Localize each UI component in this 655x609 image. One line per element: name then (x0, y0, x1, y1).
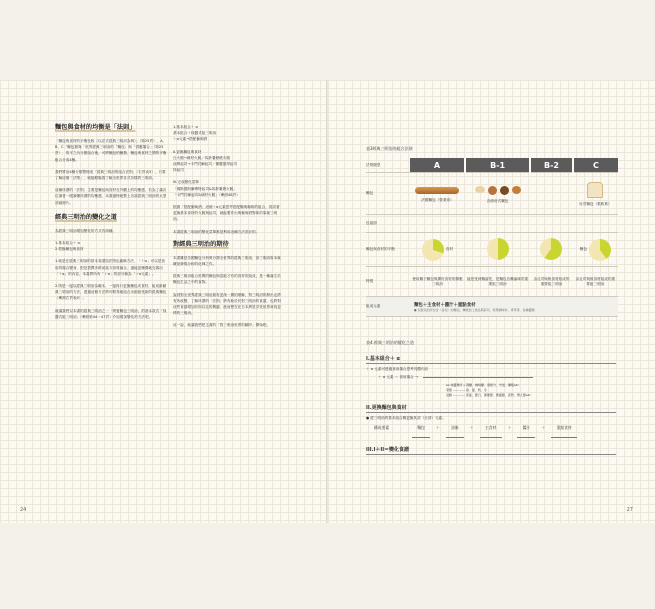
paragraph: 就讓我們以本書的經典三明治之一「烤夏麵包三明治」的基本款式「抹醬式組三明治」（參照第44～47頁）介紹增加變化的方法吧。 (55, 308, 167, 319)
block-line: 白火腿→燻材火腿／馬鈴薯煙燒火腿 (173, 155, 230, 160)
example-line: 季節 ———— 春、夏、秋、冬 (446, 388, 487, 392)
empty-cell (573, 215, 618, 233)
block-line: II.更換麵包與食材 (173, 149, 202, 154)
rolls-image (465, 186, 530, 195)
section-1-equation (378, 375, 616, 380)
paragraph: 我們將這4種分類整理成「經典三明治的組合法則」（右頁表3）。只要了解這個「法則」，就能輕鬆看了解全世界各式各樣的三明治。 (55, 169, 166, 181)
element-text: 油脂 (451, 425, 459, 430)
section-2-title: II.更換麵包與食材 (366, 404, 616, 413)
empty-cell (530, 215, 573, 233)
left-column-1 (55, 124, 167, 326)
balance-cell-a (410, 233, 465, 267)
pie-label: 麵包 (579, 247, 587, 251)
bread-name: 各廚房式麵包 (486, 198, 509, 203)
table4-caption: 表4.經典三明治的變化之道 (366, 340, 414, 345)
element-text: 醬汁 (522, 425, 531, 430)
section-2-bullet: ● 經三明治的基本組合概更換其部（全部）元素。 (366, 416, 446, 420)
paragraph: 2.則是一邊以經典三明治為範本，一邊再行更換麵包或食材，組成新穎典三明治的方法，透過這個方法將可輕易地組合出創意受新的經典麵包（參照右頁表4）。 (55, 284, 167, 301)
example-block-3 (173, 179, 283, 198)
element-item (480, 425, 502, 438)
balance-cell-b2 (530, 233, 573, 267)
section-1-bullet: ＋ α 元素可透過食用場合思考具體內容 (366, 367, 429, 371)
feature-cell: 使用麵子麵包與廣份食材的優雅三明治 (410, 267, 465, 297)
balance-pie-chart (422, 239, 444, 261)
page-number-left: 24 (20, 507, 27, 513)
block-line: 「佛斯德阿爾博特起司&馬鈴薯燒火腿」 (173, 186, 237, 191)
block-line: 1.基本組合＋ α (173, 125, 198, 129)
composition-cell (410, 297, 618, 317)
toast-image (587, 182, 603, 198)
type-a-header: A (410, 158, 465, 173)
paragraph: 1.就是在經典三明治的基本食譜加法則也確稱方法，「＋α」可以是食用的場合變身，把是搭擇多路前當今食材融合，還能更擁費地完義出「＋α」的內容，本書將所有「＋α」的部分稱為「＋α元素」。 (55, 259, 166, 276)
feature-cell: 由社司與般食材組成的重要組三明治 (573, 267, 618, 297)
plus-sign: ＋ (469, 425, 474, 430)
plus-sign: ＋ (507, 425, 512, 430)
row-label: 組成元素 (366, 297, 410, 317)
plus-sign: ＋ (541, 425, 546, 430)
element-item (517, 425, 535, 438)
example-block-1 (173, 124, 283, 143)
balance-cell-b1 (465, 233, 530, 267)
balance-pie-chart (589, 239, 611, 261)
block-line: 「卡門貝爾起司&燻材火腿」（參照48頁） (173, 192, 240, 197)
row-label: 法則類型 (366, 158, 410, 173)
list-item: 2.替換麵包與食材 (55, 247, 84, 252)
block-line: 持起司 (173, 168, 184, 173)
variation-diagram (366, 355, 616, 455)
element-text: 麵包 (417, 425, 425, 430)
heading-expectation: 對經典三明治的期待 (173, 240, 229, 248)
bread-cell-b2 (530, 173, 573, 215)
balance-cell-c (573, 233, 618, 267)
bread-name: 法國麵包（營業家） (421, 197, 454, 202)
paragraph: 這種所謂的「法則」主要是麵包與食材在外觀上的均衡感，若為了讓各位讀者一眼讀懂所謂的均衡感，本書還特地整上各款經典三明治的大型詳細照片。 (55, 188, 167, 205)
list-item: 1.基本組合＋ α (55, 241, 80, 246)
page-number-right: 27 (626, 507, 633, 513)
paragraph: 這一說，就讓我們把主書的「對三明治世界的翻印」開始吧。 (173, 323, 271, 328)
example-line: 活動 ———— 喜宴、節日、萬聖節、聖誕節、派對、情人節etc. (446, 393, 532, 397)
section-1-examples (446, 383, 616, 398)
left-column-2 (173, 124, 283, 335)
section-3-title: III.I＋II＝變化食譜 (366, 446, 616, 455)
table3-caption: 表3經典三明治的組合法則 (366, 146, 413, 151)
element-text: 重點食材 (556, 425, 572, 430)
paragraph: 經典三明治組合世間的麵包與富地才有的食材所組成，是一種滿生於麵包生活之中的食物。 (173, 274, 281, 285)
bread-cell-b1 (465, 173, 530, 215)
paragraph: 「麵包與食材的平衡比較（以法式經典三明治為例）」（第25頁），A、B、C「麵包類與「世界經典三明治的「麵包」與「供應場合」（第25頁），的平之內分類組合後，可將麵包的種類、麵包與食材之間的平衡組合分成4種。 (55, 139, 167, 162)
section-1-title: I.基本組合＋ α (366, 355, 616, 364)
paragraph: 本書雖是各國麵包分析與分類全世界的經典三明治，但三明治原本就擁是發現分析的化肆之作。 (173, 255, 281, 267)
example-block-2 (173, 149, 283, 174)
block-line: III.完成變化菜單 (173, 180, 199, 185)
paragraph: 根據「搭配葡萄酒」這個＋α元素思考搭配麵與咖啡的組合，再試著更換基本食材的火腿與起司，就能製作出與葡萄酒對味的原創三明治。 (173, 205, 280, 222)
bread-name: 吐司麵包（柔軟系） (579, 202, 612, 206)
block-line: 基本組合＋抹醬式組三明治 (173, 131, 217, 136)
formula: 麵包＋主食材＋醬汁＋重點食材 (414, 302, 476, 308)
paragraph: 為經典三明治增加變化的方式有兩種。 (55, 228, 117, 233)
block-line: 涂牌起司→卡門貝爾起司／佛羅德昂起司 (173, 162, 238, 167)
table3 (366, 158, 618, 317)
element-item (446, 425, 464, 438)
feature-cell: 由社司與般食材組成的重要組三明治 (530, 267, 573, 297)
heading-balance: 麵包與食材的均衡是「法則」 (55, 124, 136, 131)
balance-pie-chart (540, 238, 562, 260)
element-text: 主食材 (484, 425, 497, 430)
heading-variation: 經典三明治的變化之道 (55, 213, 117, 221)
row-label: 麵包 (366, 173, 410, 215)
paragraph: 說到對全世界經典三明治最有更深一層的理解，對三明治的發出也將有所改變，了解所謂的「法則」將有助於於對三明治的食譜，也將對這些食譜增加有別以往的興趣，進而想在在日本異是享受世界尋找更棒的三明治。 (173, 292, 281, 316)
type-b2-header: B-2 (530, 158, 573, 173)
row-label: 麵包與食材的平衡 (366, 233, 410, 267)
empty-cell (410, 215, 465, 233)
note: ● 包裝包的所包含（各包）的麵包，傳統加工食品與起司、特殊調味料、青草等、各種醬類 (414, 307, 535, 312)
type-b1-header: B-1 (465, 158, 530, 173)
block-line: ＋α元素→搭配葡萄酒 (173, 137, 208, 142)
method-list (55, 240, 167, 252)
empty-cell (465, 215, 530, 233)
element-item (551, 425, 577, 438)
feature-cell: 能是受到麵當性，是麵包各麵偏味的重要組三明治 (465, 267, 530, 297)
bread-cell-c (573, 173, 618, 215)
example-line: ex.抹醬場所→ 餐廳、咖啡廳、酒館分、外送、攤販etc. (446, 383, 520, 387)
equation-text: ＋ α 元素 ＝ 食用場合 → (378, 375, 418, 379)
plus-sign: ＋ (436, 425, 440, 430)
section-2-elements (374, 425, 616, 438)
row-label: 特徵 (366, 267, 410, 297)
element-item (412, 425, 430, 438)
elements-label: 構成要素 (374, 425, 390, 430)
row-label: 包裝面 (366, 215, 410, 233)
left-page (0, 80, 327, 523)
balance-pie-chart (487, 238, 509, 260)
baguette-image (415, 187, 459, 194)
bread-cell-a (410, 173, 465, 215)
paragraph: 本書經典三明治的變化菜單都是利用這種方法設計的。 (173, 229, 260, 234)
type-c-header: C (573, 158, 618, 173)
blank-line (423, 377, 533, 378)
pie-label: 食材 (445, 247, 454, 251)
